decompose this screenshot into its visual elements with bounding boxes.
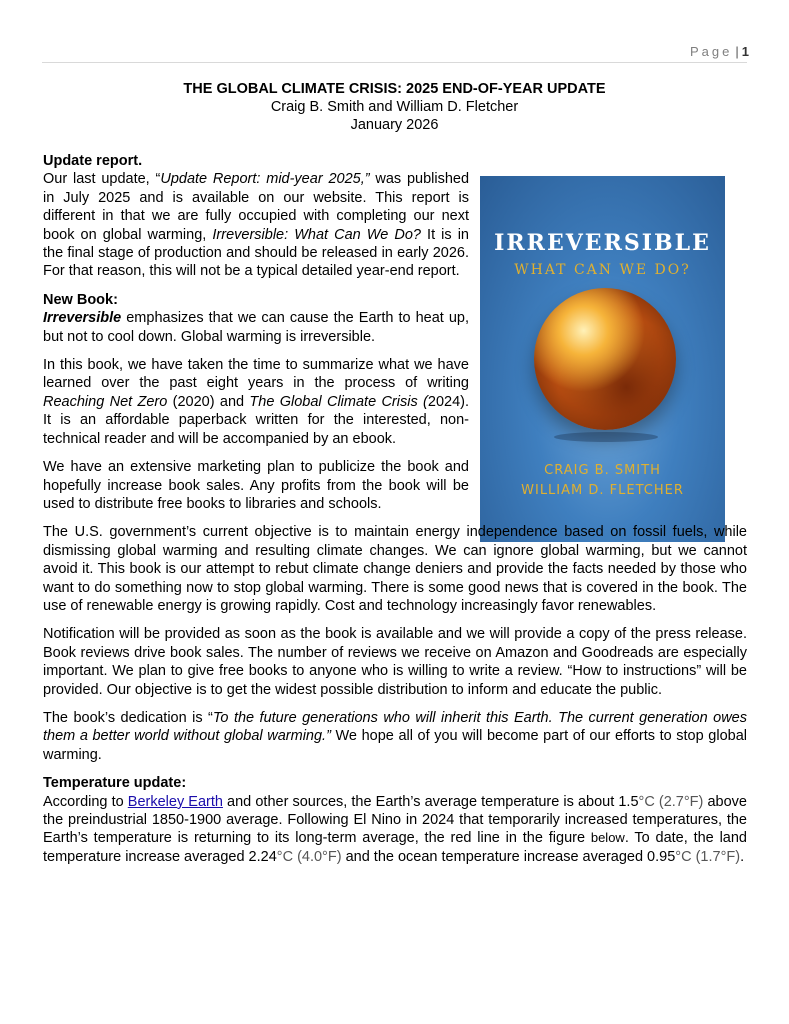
document-authors: Craig B. Smith and William D. Fletcher (270, 99, 519, 115)
book-cover-author-1: CRAIG B. SMITH (544, 463, 661, 478)
paragraph-new-book-2: In this book, we have taken the time to summarize what we have learned over the past eight years in the process of writing Reaching Net Zero (2020) and The Global Climate Crisis (2024). It is an affordable paperback written for the interested, non-technical reader and will be accompanied by an ebook. (43, 357, 469, 447)
paragraph-update-report: Our last update, “Update Report: mid-year 2025,” was published in July 2025 and is available on our website. This report is different in that we are fully occupied with completing our next book on global warming, Irreversible: What Can We Do? It is in the final stage of production and should be released in early 2026. For that reason, this will not be a typical detailed year-end report. (43, 171, 470, 280)
title-block (0, 80, 789, 134)
paragraph-temperature: According to Berkeley Earth and other sources, the Earth’s average temperature is about 1.5°C (2.7°F) above the preindustrial 1850-1900 average. Following El Nino in 2024 that temporarily increased temperatures, the Earth’s temperature is returning to its long-term average, the red line in the figure below. To date, the land temperature increase averaged 2.24°C (4.0°F) and the ocean temperature increase averaged 0.95°C (1.7°F). (43, 793, 747, 865)
document-date: January 2026 (350, 117, 439, 133)
book-cover-author-2: WILLIAM D. FLETCHER (521, 483, 684, 498)
book-cover-title: IRREVERSIBLE (494, 230, 711, 256)
page-number-header (690, 44, 749, 59)
document-title: THE GLOBAL CLIMATE CRISIS: 2025 END-OF-YEAR UPDATE (183, 81, 606, 97)
paragraph-government: The U.S. government’s current objective is to maintain energy independence based on fossil fuels, while dismissing global warming and resulting climate changes. We can ignore global warming, but we cannot avoid it. This book is our attempt to rebut climate change deniers and provide the facts needed by those who want to do something now to stop global warming. There is some good news that is covered in the book. The use of renewable energy is growing rapidly. Cost and technology increasingly favor renewables. (43, 524, 747, 614)
page-separator: | (735, 44, 739, 59)
page-number: 1 (741, 44, 749, 59)
paragraph-notification: Notification will be provided as soon as the book is available and we will provide a copy of the press release. Book reviews drive book sales. The number of reviews we receive on Amazon and Goodreads are especially important. We plan to give free books to anyone who is willing to write a review. “How to instructions” will be provided. Our objective is to get the widest possible distribution to inform and educate the public. (43, 626, 747, 698)
paragraph-marketing: We have an extensive marketing plan to publicize the book and hopefully increase book sales. Any profits from the book will be used to distribute free books to libraries and schools. (43, 459, 469, 512)
book-cover-subtitle: WHAT CAN WE DO? (514, 262, 691, 278)
document-body (43, 152, 747, 876)
header-rule (42, 62, 747, 63)
section-heading-update-report: Update report. (43, 153, 143, 169)
page-word: Page (690, 44, 733, 59)
paragraph-dedication: The book’s dedication is “To the future generations who will inherit this Earth. The current generation owes them a better world without global warming.” We hope all of you will become part of our efforts to stop global warming. (43, 709, 747, 763)
section-heading-new-book: New Book: (43, 291, 118, 308)
paragraph-new-book-1: Irreversible emphasizes that we can cause the Earth to heat up, but not to cool down. Global warming is irreversible. (43, 310, 469, 345)
section-heading-temperature: Temperature update: (43, 775, 187, 792)
berkeley-earth-link[interactable]: Berkeley Earth (127, 793, 223, 810)
